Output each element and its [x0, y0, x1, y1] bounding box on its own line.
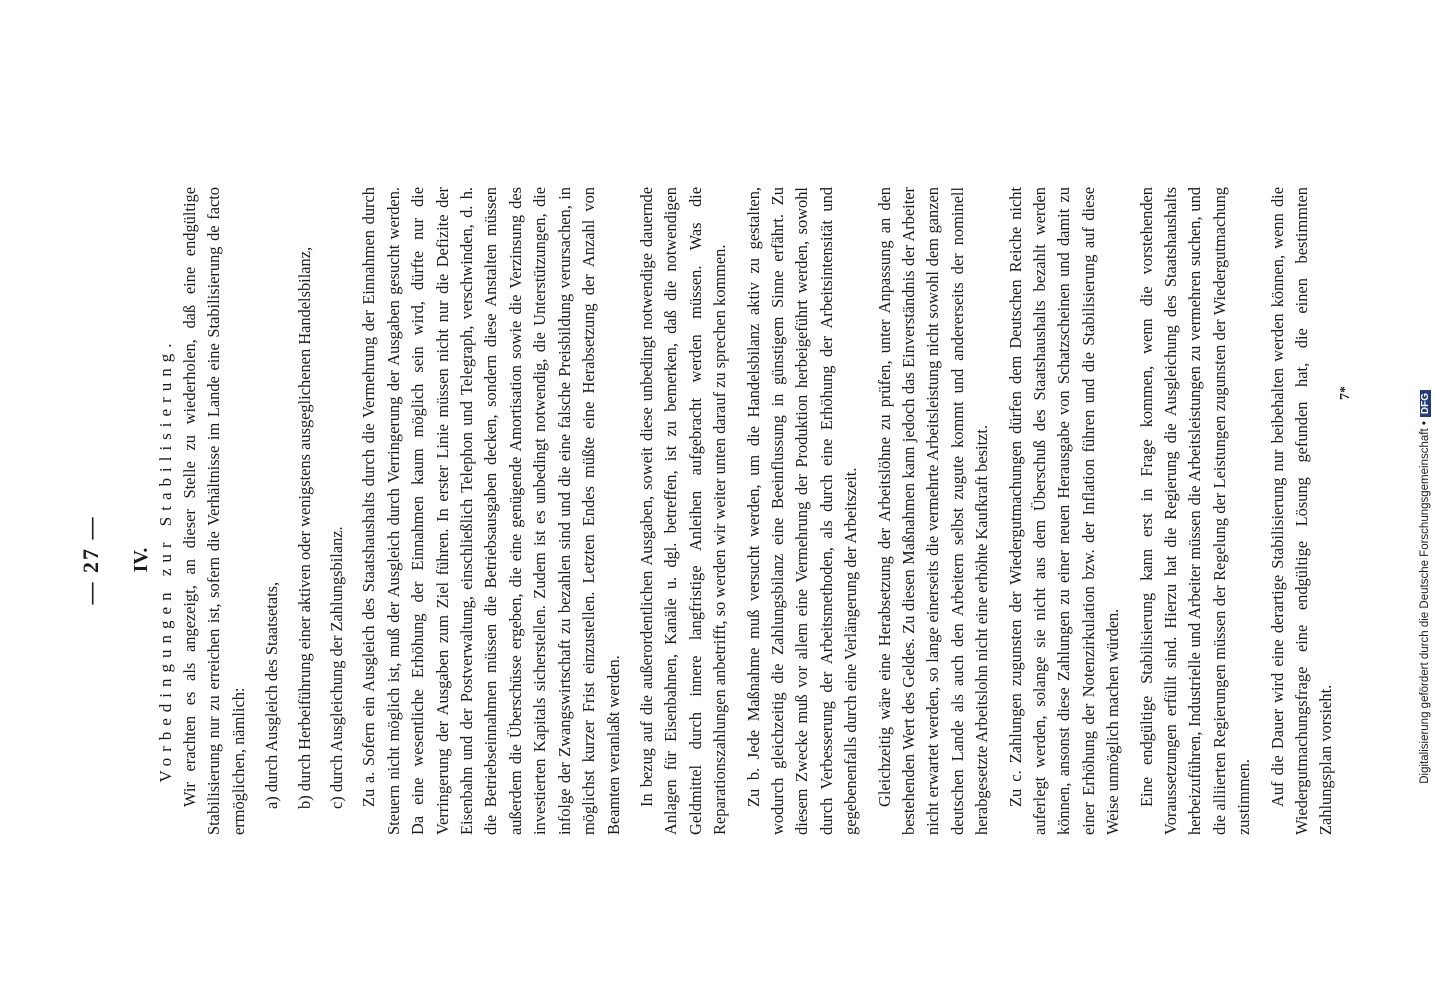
paragraph-final-stabilization: Eine endgültige Stabilisierung kann erst in Frage kommen, wenn die vorstehenden Voraussetzungen erfüllt sind. Hierzu hat die Regierung die Ausgleichung des Staatshaushalts herbeizuführen, Industrielle und Arbeiter müssen die Arbeitsleistungen zu vermehren suchen, und die alliierten Regierungen müssen der Regelung der Leistungen zugunsten der Wiedergutmachung zustimmen.: [1136, 187, 1254, 835]
digitization-credit: [1411, 390, 1434, 990]
paragraph-extraordinary-expenses: In bezug auf die außerordentlichen Ausgaben, soweit diese unbedingt notwendige dauernde Anlagen für Eisenbahnen, Kanäle u. dgl. betreffen, ist zu bemerken, daß die notwendigen Geldmittel durch innere langfristige Anleihen aufgebracht werden müssen. Was die Reparationszahlungen anbetrifft, so werden wir weiter unten darauf zu sprechen kommen.: [636, 187, 730, 835]
list-item: a) durch Ausgleich des Staatsetats,: [262, 581, 282, 809]
paragraph-zu-a: Zu a. Sofern ein Ausgleich des Staatshaushalts durch die Vermehrung der Einnahmen durch Steuern nicht möglich ist, muß der Ausgleich durch Verringerung der Ausgaben gesucht werden. Da eine wesentliche Erhöhung der Einnahmen kaum möglich sein wird, dürfte nur die Verringerung der Ausgaben zum Ziel führen. In erster Linie müssen nicht nur die Defizite der Eisenbahn und der Postverwaltung, einschließlich Telephon und Telegraph, verschwinden, d. h. die Betriebseinnahmen müssen die Betriebsausgaben decken, sondern diese Anstalten müssen außerdem die Überschüsse ergeben, die eine genügende Amortisation sowie die Verzinsung des investierten Kapitals sicherstellen. Zudem ist es unbedingt notwendig, die Unterstützungen, die infolge der Zwangswirtschaft zu bezahlen sind und die eine falsche Preisbildung verursachen, in möglichst kurzer Frist einzustellen. Letzten Endes müßte eine Herabsetzung der Anzahl von Beamten veranlaßt werden.: [359, 187, 623, 835]
list-item: c) durch Ausgleichung der Zahlungsbilanz.: [327, 526, 347, 809]
rotated-document-page: [48, 160, 1353, 960]
credit-text: Digitalisierung gefördert durch die Deutsche Forschungsgemeinschaft •: [1419, 421, 1431, 784]
section-title: Vorbedingungen zur Stabilisierung.: [156, 337, 175, 783]
paragraph-wages: Gleichzeitig wäre eine Herabsetzung der Arbeitslöhne zu prüfen, unter Anpassung an den bestehenden Wert des Geldes. Zu diesen Maßnahmen kann jedoch das Einverständnis der Arbeiter nicht erwartet werden, so lange einerseits die vermehrte Arbeitsleistung nicht sowohl dem ganzen deutschen Lande als auch den Arbeitern selbst zugute kommt und andererseits der nominell herabgesetzte Arbeitslohn nicht eine erhöhte Kaufkraft besitzt.: [874, 187, 992, 835]
paragraph-zu-b: Zu b. Jede Maßnahme muß versucht werden, um die Handelsbilanz aktiv zu gestalten, wodurch gleichzeitig die Zahlungsbilanz eine Beeinflussung in günstigem Sinne erfährt. Zu diesem Zwecke muß vor allem eine Vermehrung der Produktion herbeigeführt werden, sowohl durch Verbesserung der Arbeitsmethoden, als durch eine Erhöhung der Arbeitsintensität und gegebenenfalls durch eine Verlängerung der Arbeitszeit.: [743, 187, 861, 835]
dfg-logo: DFG: [1420, 390, 1431, 417]
signature-mark: 7*: [1338, 386, 1353, 400]
list-item: b) durch Herbeiführung einer aktiven oder wenigstens ausgeglichenen Handelsbilanz,: [294, 246, 314, 809]
section-number: IV.: [130, 547, 152, 573]
page-number: — 27 —: [78, 515, 103, 605]
paragraph-reparations: Auf die Dauer wird eine derartige Stabilisierung nur beibehalten werden können, wenn die Wiedergutmachungsfrage eine endgültige Lösung gefunden hat, die einen bestimmten Zahlungsplan vorsieht.: [1267, 187, 1336, 835]
paragraph-zu-c: Zu c. Zahlungen zugunsten der Wiedergutmachungen dürfen dem Deutschen Reiche nicht auferlegt werden, solange sie nicht aus dem Überschuß des Staatshaushalts bezahlt werden können, ansonst diese Zahlungen zu einer neuen Herausgabe von Schatzscheinen und damit zu einer Erhöhung der Notenzirkulation bzw. der Inflation führen und die Stabilisierung auf diese Weise unmöglich machen würden.: [1005, 187, 1123, 835]
document-body: [178, 187, 1348, 835]
intro-paragraph: Wir erachten es als angezeigt, an dieser Stelle zu wiederholen, daß eine endgültige Stabilisierung nur zu erreichen ist, sofern die Verhältnisse im Lande eine Stabilisierung de facto ermöglichen, nämlich:: [180, 187, 248, 835]
